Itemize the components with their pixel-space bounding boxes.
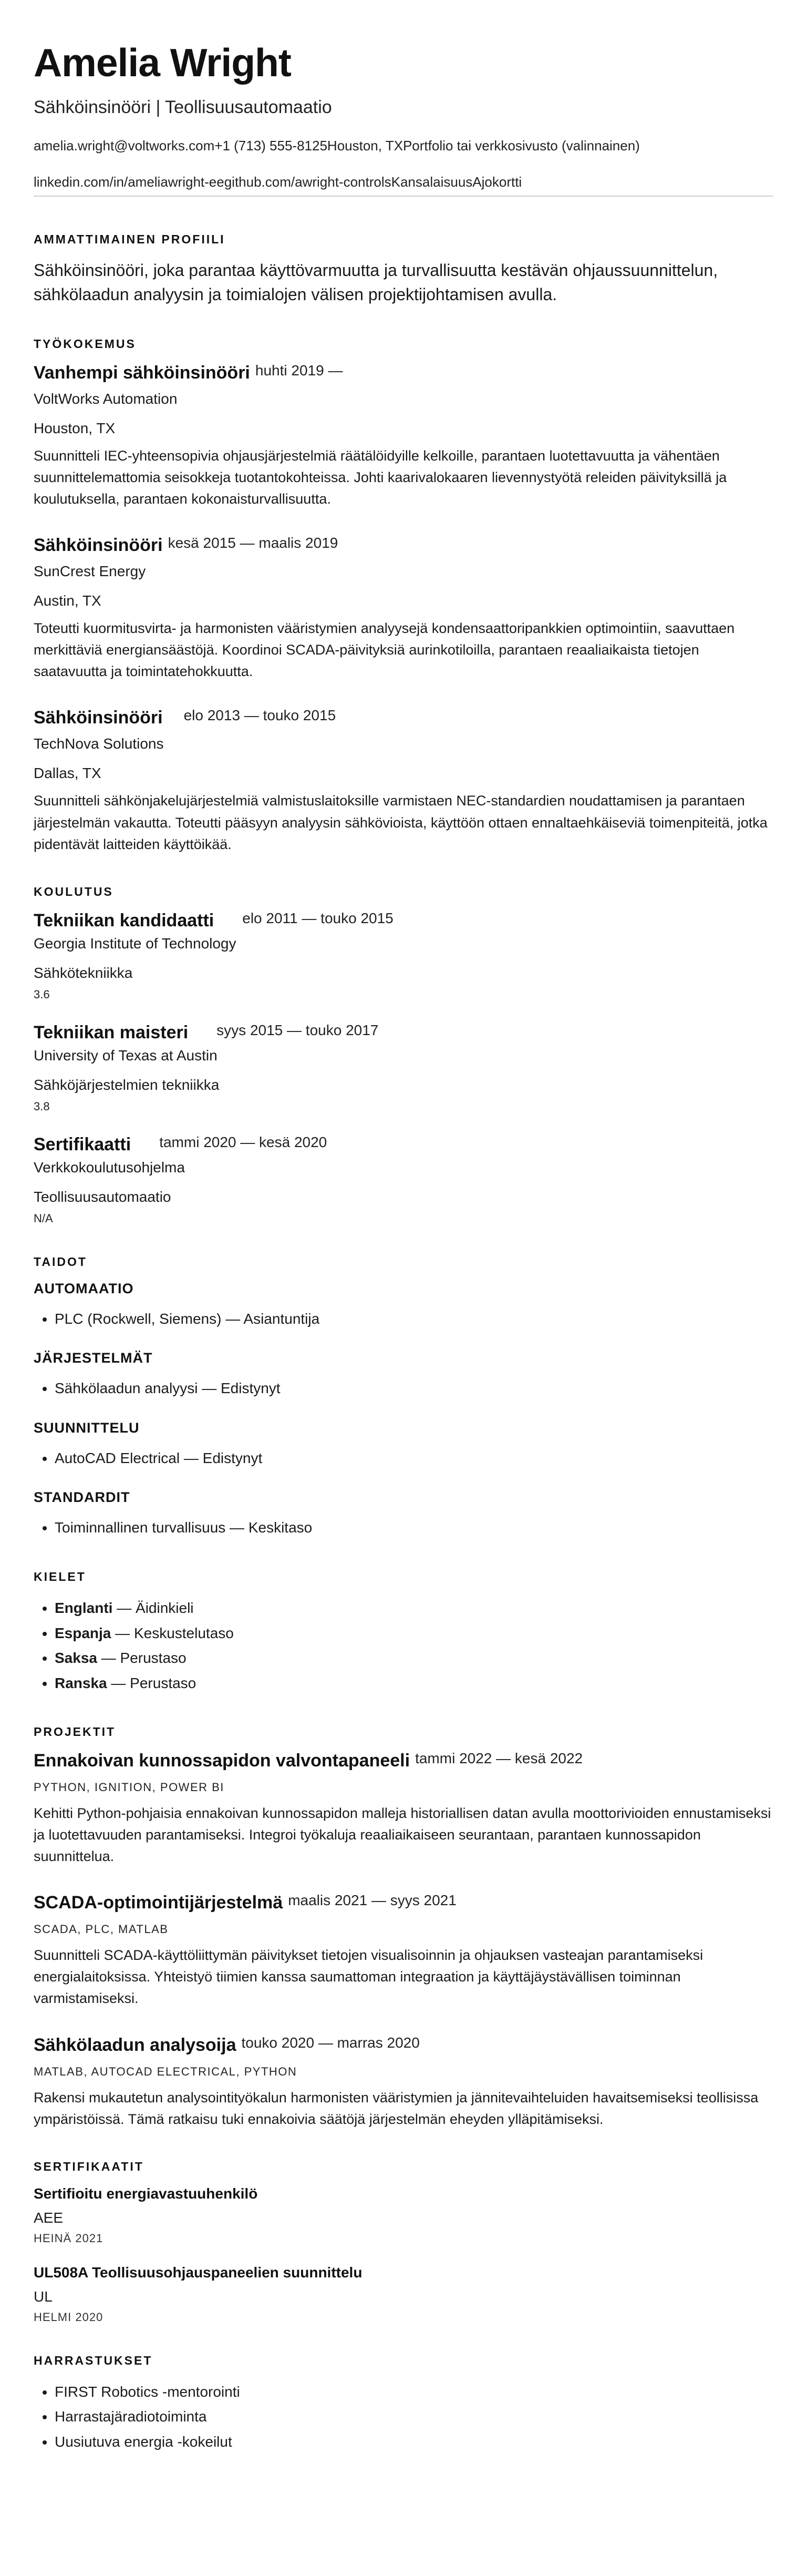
project-tech: PYTHON, IGNITION, POWER BI — [34, 1781, 224, 1794]
gpa-value: 3.8 — [34, 1099, 50, 1113]
skill-list — [34, 1446, 773, 1471]
education-date: tammi 2020 — kesä 2020 — [159, 1133, 327, 1150]
experience-entry — [34, 363, 773, 510]
company-name: SunCrest Energy — [34, 563, 146, 580]
language-item — [55, 1621, 773, 1646]
hobbies-section-title: HARRASTUKSET — [34, 2353, 153, 2367]
headline: Sähköinsinööri | Teollisuusautomaatio — [34, 97, 332, 117]
language-name: Ranska — [55, 1674, 107, 1691]
job-title: Vanhempi sähköinsinööri — [34, 363, 250, 383]
hobby-item: • FIRST Robotics -mentorointi — [55, 2379, 773, 2405]
profile-section-title: AMMATTIMAINEN PROFIILI — [34, 232, 225, 246]
project-description: Kehitti Python-pohjaisia ennakoivan kunnossapidon malleja historiallisen datan avulla moottorivioiden ennustamiseksi ja luotettavuuden parantamiseksi. Integroi työkaluja reaaliaikaiseen seurantaan, parantaen kunnossapidon suunnittelua. — [34, 1805, 771, 1865]
certificate-entry — [34, 2185, 773, 2245]
hobby-item: • Harrastajäradiotoiminta — [55, 2404, 773, 2429]
company-name: TechNova Solutions — [34, 735, 164, 752]
project-date: maalis 2021 — syys 2021 — [288, 1892, 457, 1909]
project-date: touko 2020 — marras 2020 — [241, 2034, 420, 2051]
language-item — [55, 1645, 773, 1671]
language-name: Espanja — [55, 1624, 111, 1641]
skill-category: SUUNNITTELU — [34, 1419, 140, 1436]
contact-line-2: linkedin.com/in/ameliawright-eegithub.com/awright-controlsKansalaisuusAjokortti — [34, 174, 773, 197]
project-entry — [34, 1893, 773, 2009]
language-level: — Perustaso — [97, 1650, 187, 1667]
project-name: Ennakoivan kunnossapidon valvontapaneeli — [34, 1751, 410, 1771]
job-description: Toteutti kuormitusvirta- ja harmonisten vääristymien analyysejä kondensaattoripankkien optimointiin, saavuttaen merkittäviä energiansäästöjä. Koordinoi SCADA-päivityksiä aurinkotiloilla, parantaen reaaliaikaista tietojen saatavuutta ja toimintatehokkuutta. — [34, 620, 735, 680]
field-of-study: Sähköjärjestelmien tekniikka — [34, 1076, 220, 1093]
skill-category: STANDARDIT — [34, 1489, 130, 1506]
certificates-section-title: SERTIFIKAATIT — [34, 2159, 144, 2173]
certificate-date: HEINÄ 2021 — [34, 2231, 104, 2245]
project-tech: SCADA, PLC, MATLAB — [34, 1923, 169, 1936]
job-title: Sähköinsinööri — [34, 708, 163, 728]
education-entry — [34, 1134, 773, 1225]
job-title: Sähköinsinööri — [34, 535, 163, 556]
job-location: Austin, TX — [34, 592, 101, 609]
language-name: Englanti — [55, 1599, 113, 1616]
skill-list — [34, 1306, 773, 1332]
hobby-item: • Uusiutuva energia -kokeilut — [55, 2429, 773, 2455]
contact-line-1: amelia.wright@voltworks.com+1 (713) 555-8125Houston, TXPortfolio tai verkkosivusto (valinnainen) — [34, 137, 640, 154]
language-level: — Äidinkieli — [112, 1599, 194, 1616]
certificate-issuer: AEE — [34, 2209, 64, 2226]
hobby-list — [34, 2379, 773, 2455]
education-section-title: KOULUTUS — [34, 884, 113, 898]
degree-title: Tekniikan maisteri — [34, 1022, 189, 1042]
certificate-date: HELMI 2020 — [34, 2310, 104, 2324]
field-of-study: Teollisuusautomaatio — [34, 1188, 171, 1205]
education-date: syys 2015 — touko 2017 — [216, 1021, 379, 1038]
certificate-entry — [34, 2264, 773, 2324]
certificate-name: Sertifioitu energiavastuuhenkilö — [34, 2185, 258, 2202]
project-date: tammi 2022 — kesä 2022 — [415, 1750, 583, 1767]
skills-section-title: TAIDOT — [34, 1254, 87, 1269]
skill-category: AUTOMAATIO — [34, 1280, 134, 1296]
language-item — [55, 1671, 773, 1696]
school-name: Verkkokoulutusohjelma — [34, 1159, 185, 1175]
project-name: Sähkölaadun analysoija — [34, 2035, 236, 2055]
field-of-study: Sähkötekniikka — [34, 964, 133, 981]
projects-section-title: PROJEKTIT — [34, 1725, 116, 1739]
language-list — [34, 1596, 773, 1695]
candidate-name: Amelia Wright — [34, 40, 291, 85]
job-date: kesä 2015 — maalis 2019 — [168, 535, 338, 551]
degree-title: Tekniikan kandidaatti — [34, 910, 214, 931]
project-entry — [34, 1751, 773, 1867]
experience-entry — [34, 708, 773, 855]
project-name: SCADA-optimointijärjestelmä — [34, 1893, 283, 1913]
education-date: elo 2011 — touko 2015 — [242, 909, 394, 926]
project-tech: MATLAB, AUTOCAD ELECTRICAL, PYTHON — [34, 2064, 297, 2078]
skill-item: • Toiminnallinen turvallisuus — Keskitaso — [55, 1515, 773, 1540]
language-level: — Keskustelutaso — [111, 1624, 234, 1641]
language-item — [55, 1596, 773, 1621]
skill-list — [34, 1376, 773, 1401]
experience-section-title: TYÖKOKEMUS — [34, 337, 136, 351]
language-name: Saksa — [55, 1650, 97, 1667]
company-name: VoltWorks Automation — [34, 391, 178, 407]
gpa-value: N/A — [34, 1211, 53, 1225]
degree-title: Sertifikaatti — [34, 1134, 131, 1154]
job-description: Suunnitteli IEC-yhteensopivia ohjausjärjestelmiä räätälöidyille kelkoille, parantaen luotettavuutta ja vähentäen suunnittelemattomia seisokkeja tuotantokohteissa. Johti kaarivalokaaren lievennystyötä releiden päivityksillä ja koulutuksella, parantaen kokonaisturvallisuutta. — [34, 448, 727, 507]
education-entry — [34, 911, 773, 1001]
languages-section-title: KIELET — [34, 1569, 86, 1583]
project-entry — [34, 2035, 773, 2130]
project-description: Rakensi mukautetun analysointityökalun harmonisten vääristymien ja jännitevaihteluiden havaitsemiseksi teollisissa ympäristöissä. Tämä ratkaisu tuki ennakoivia säätöjä järjestelmän eheyden ylläpitämiseksi. — [34, 2089, 759, 2127]
skill-item: • PLC (Rockwell, Siemens) — Asiantuntija — [55, 1306, 773, 1332]
job-location: Houston, TX — [34, 420, 116, 437]
skill-item: • AutoCAD Electrical — Edistynyt — [55, 1446, 773, 1471]
job-date: huhti 2019 — — [255, 362, 343, 379]
gpa-value: 3.6 — [34, 987, 50, 1001]
certificate-issuer: UL — [34, 2288, 53, 2305]
skill-category: JÄRJESTELMÄT — [34, 1350, 153, 1366]
skill-item: • Sähkölaadun analyysi — Edistynyt — [55, 1376, 773, 1401]
school-name: Georgia Institute of Technology — [34, 935, 236, 952]
job-description: Suunnitteli sähkönjakelujärjestelmiä valmistuslaitoksille varmistaen NEC-standardien noudattamisen ja parantaen järjestelmän vakautta. Toteutti pääsyyn analyysin sähkövioista, käyttöön ottaen ennaltaehkäiseviä toimenpiteitä, jotka pidentävät laitteiden käyttöikää. — [34, 793, 768, 852]
education-entry — [34, 1023, 773, 1113]
job-location: Dallas, TX — [34, 765, 101, 782]
language-level: — Perustaso — [107, 1674, 196, 1691]
school-name: University of Texas at Austin — [34, 1047, 218, 1064]
project-description: Suunnitteli SCADA-käyttöliittymän päivitykset tietojen visualisoinnin ja ohjauksen vasteajan parantamiseksi energialaitoksissa. Yhteistyö tiimien kanssa saumattoman integraation ja käyttäjäystävällisen toiminnan varmistamiseksi. — [34, 1947, 703, 2007]
job-date: elo 2013 — touko 2015 — [183, 707, 336, 724]
skill-list — [34, 1515, 773, 1540]
certificate-name: UL508A Teollisuusohjauspaneelien suunnittelu — [34, 2264, 363, 2281]
experience-entry — [34, 535, 773, 682]
profile-text: Sähköinsinööri, joka parantaa käyttövarmuutta ja turvallisuutta kestävän ohjaussuunnittelun, sähkölaadun analyysin ja toimialojen välisen projektijohtamisen avulla. — [34, 260, 718, 304]
